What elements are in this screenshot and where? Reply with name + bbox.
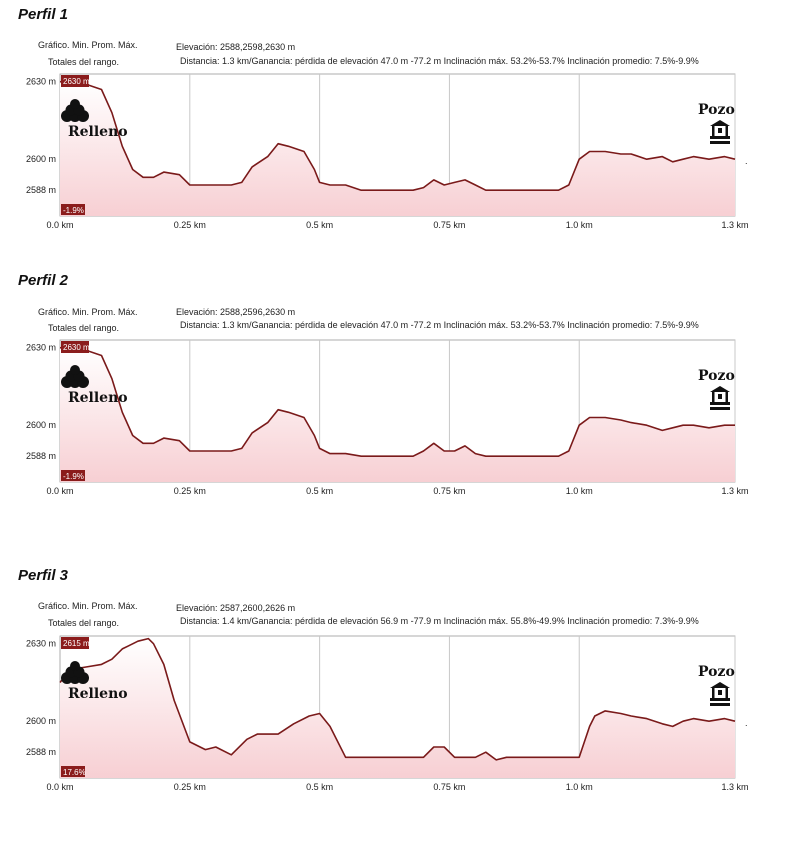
y-tick-label: 2600 m <box>25 154 56 165</box>
profile-2-distance-stats: Distancia: 1.3 km/Ganancia: pérdida de elevación 47.0 m -77.2 m Inclinación máx. 53.2%-53.7% Inclinación promedio: 7.5%-9.9% <box>180 320 699 330</box>
y-tick-label: 2630 m <box>25 342 56 353</box>
y-tick-label: 2588 m <box>25 185 56 196</box>
well-rim <box>710 402 730 405</box>
end-label: Pozo <box>698 664 735 680</box>
well-post-right <box>726 392 729 402</box>
start-label: Relleno <box>68 686 128 702</box>
profile-2-title: Perfil 2 <box>18 272 69 289</box>
x-tick-label: 0.75 km <box>433 220 466 230</box>
rock <box>70 365 80 375</box>
well-post-left <box>712 126 715 136</box>
rock <box>70 661 80 671</box>
x-tick-label: 1.3 km <box>721 220 749 230</box>
y-tick-label: 2600 m <box>25 420 56 431</box>
y-tick-label: 2630 m <box>25 76 56 87</box>
top-elevation-tag: 2630 m <box>63 77 90 86</box>
well-bucket <box>718 128 722 133</box>
x-tick-label: 0.0 km <box>46 486 74 496</box>
x-tick-label: 0.75 km <box>433 782 466 792</box>
profile-1-title: Perfil 1 <box>18 6 69 23</box>
x-tick-label: 1.0 km <box>565 486 593 496</box>
end-label: Pozo <box>698 102 735 118</box>
profile-2-chart[interactable] <box>0 326 791 566</box>
x-tick-label: 0.25 km <box>173 782 206 792</box>
profile-1-distance-stats: Distancia: 1.3 km/Ganancia: pérdida de elevación 47.0 m -77.2 m Inclinación máx. 53.2%-53.7% Inclinación promedio: 7.5%-9.9% <box>180 56 699 66</box>
x-tick-label: 0.25 km <box>173 486 206 496</box>
top-elevation-tag: 2630 m <box>63 343 90 352</box>
x-tick-label: 0.75 km <box>433 486 466 496</box>
start-label: Relleno <box>68 390 128 406</box>
well-post-right <box>726 126 729 136</box>
end-label: Pozo <box>698 368 735 384</box>
y-tick-label: 2600 m <box>25 716 56 727</box>
x-tick-label: 1.0 km <box>565 782 593 792</box>
x-tick-label: 0.0 km <box>46 782 74 792</box>
y-tick-label: 2630 m <box>25 638 56 649</box>
bottom-grade-tag: -1.9% <box>63 472 84 481</box>
profile-2-menu[interactable]: Gráfico. Min. Prom. Máx. <box>38 307 138 317</box>
bottom-grade-tag: -1.9% <box>63 206 84 215</box>
well-post-right <box>726 688 729 698</box>
profile-2-elevation-stats: Elevación: 2588,2596,2630 m <box>176 307 296 317</box>
profile-1-range[interactable]: Totales del rango. <box>48 57 120 67</box>
well-base <box>710 703 730 706</box>
x-tick-label: 1.3 km <box>721 782 749 792</box>
y-tick-label: 2588 m <box>25 451 56 462</box>
x-tick-label: 0.5 km <box>306 782 334 792</box>
profile-1-menu[interactable]: Gráfico. Min. Prom. Máx. <box>38 40 138 50</box>
stray-mark: . <box>745 156 748 166</box>
y-tick-label: 2588 m <box>25 747 56 758</box>
profile-3-distance-stats: Distancia: 1.4 km/Ganancia: pérdida de elevación 56.9 m -77.9 m Inclinación máx. 55.8%-49.9% Inclinación promedio: 7.3%-9.9% <box>180 616 699 626</box>
well-base <box>710 407 730 410</box>
profile-3-title: Perfil 3 <box>18 567 69 584</box>
x-tick-label: 1.3 km <box>721 486 749 496</box>
well-base <box>710 141 730 144</box>
x-tick-label: 0.5 km <box>306 486 334 496</box>
x-tick-label: 1.0 km <box>565 220 593 230</box>
well-bucket <box>718 394 722 399</box>
profile-3-menu[interactable]: Gráfico. Min. Prom. Máx. <box>38 601 138 611</box>
well-bucket <box>718 690 722 695</box>
x-tick-label: 0.0 km <box>46 220 74 230</box>
profile-1-chart[interactable] <box>0 60 791 300</box>
well-post-left <box>712 392 715 402</box>
rock <box>70 99 80 109</box>
profile-3-range[interactable]: Totales del rango. <box>48 618 120 628</box>
well-post-left <box>712 688 715 698</box>
profile-1-elevation-stats: Elevación: 2588,2598,2630 m <box>176 42 296 52</box>
start-label: Relleno <box>68 124 128 140</box>
profile-3-chart[interactable] <box>0 622 791 862</box>
profile-2-range[interactable]: Totales del rango. <box>48 323 120 333</box>
x-tick-label: 0.25 km <box>173 220 206 230</box>
x-tick-label: 0.5 km <box>306 220 334 230</box>
top-elevation-tag: 2615 m <box>63 639 90 648</box>
stray-mark: . <box>745 718 748 728</box>
well-rim <box>710 136 730 139</box>
profile-3-elevation-stats: Elevación: 2587,2600,2626 m <box>176 603 296 613</box>
well-rim <box>710 698 730 701</box>
bottom-grade-tag: 17.6% <box>63 768 86 777</box>
